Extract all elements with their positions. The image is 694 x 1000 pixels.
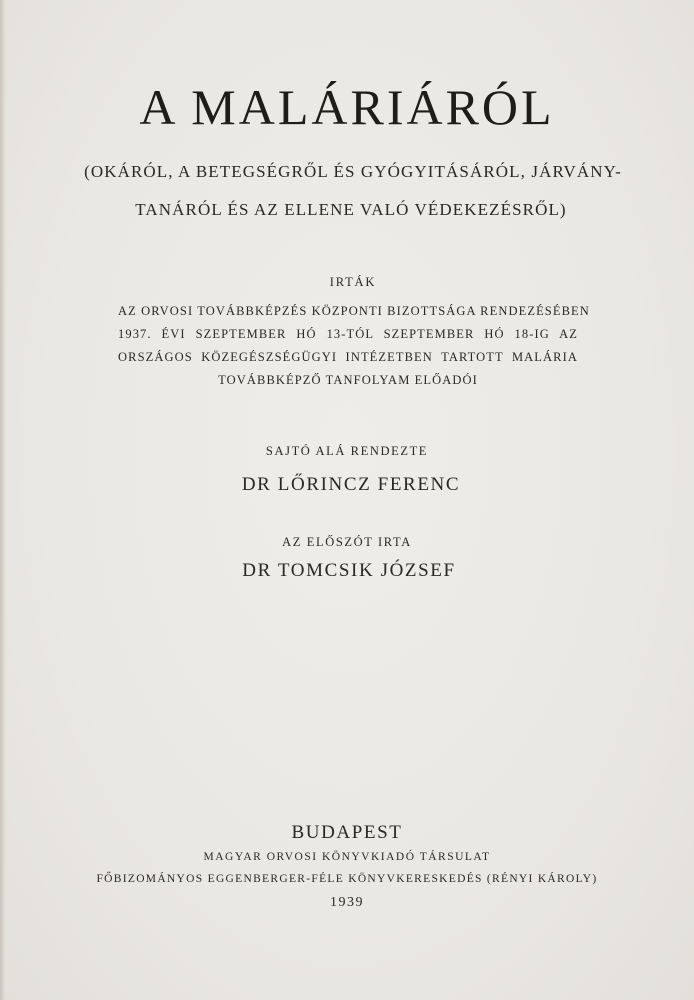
imprint-city: BUDAPEST <box>291 822 403 843</box>
foreword-author-name: DR TOMCSIK JÓZSEF <box>242 560 456 581</box>
imprint-year: 1939 <box>330 895 364 910</box>
foreword-label: AZ ELŐSZÓT IRTA <box>282 535 412 549</box>
description-block <box>118 300 590 392</box>
description-line-3: ORSZÁGOS KÖZEGÉSZSÉGÜGYI INTÉZETBEN TARTOTT MALÁRIA <box>118 350 578 364</box>
page-binding-edge <box>0 0 6 1000</box>
book-title: A MALÁRIÁRÓL <box>139 79 555 135</box>
subtitle-line-2: TANÁRÓL ÉS AZ ELLENE VALÓ VÉDEKEZÉSRŐL) <box>135 200 567 219</box>
description-line-1: AZ ORVOSI TOVÁBBKÉPZÉS KÖZPONTI BIZOTTSÁGA RENDEZÉSÉBEN <box>118 304 590 318</box>
editor-name: DR LŐRINCZ FERENC <box>241 474 461 495</box>
editor-label: SAJTÓ ALÁ RENDEZTE <box>265 444 429 458</box>
subtitle-line-1: (OKÁRÓL, A BETEGSÉGRŐL ÉS GYÓGYITÁSÁRÓL, JÁRVÁNY- <box>84 162 622 181</box>
description-line-4: TOVÁBBKÉPZŐ TANFOLYAM ELŐADÓI <box>218 373 478 387</box>
description-line-2: 1937. ÉVI SZEPTEMBER HÓ 13-TÓL SZEPTEMBER HÓ 18-IG AZ <box>118 327 578 341</box>
imprint-publisher: MAGYAR ORVOSI KÖNYVKIADÓ TÁRSULAT <box>203 851 491 863</box>
imprint-distributor: FŐBIZOMÁNYOS EGGENBERGER-FÉLE KÖNYVKERESKEDÉS (RÉNYI KÁROLY) <box>96 873 598 885</box>
authors-label: IRTÁK <box>329 275 377 289</box>
